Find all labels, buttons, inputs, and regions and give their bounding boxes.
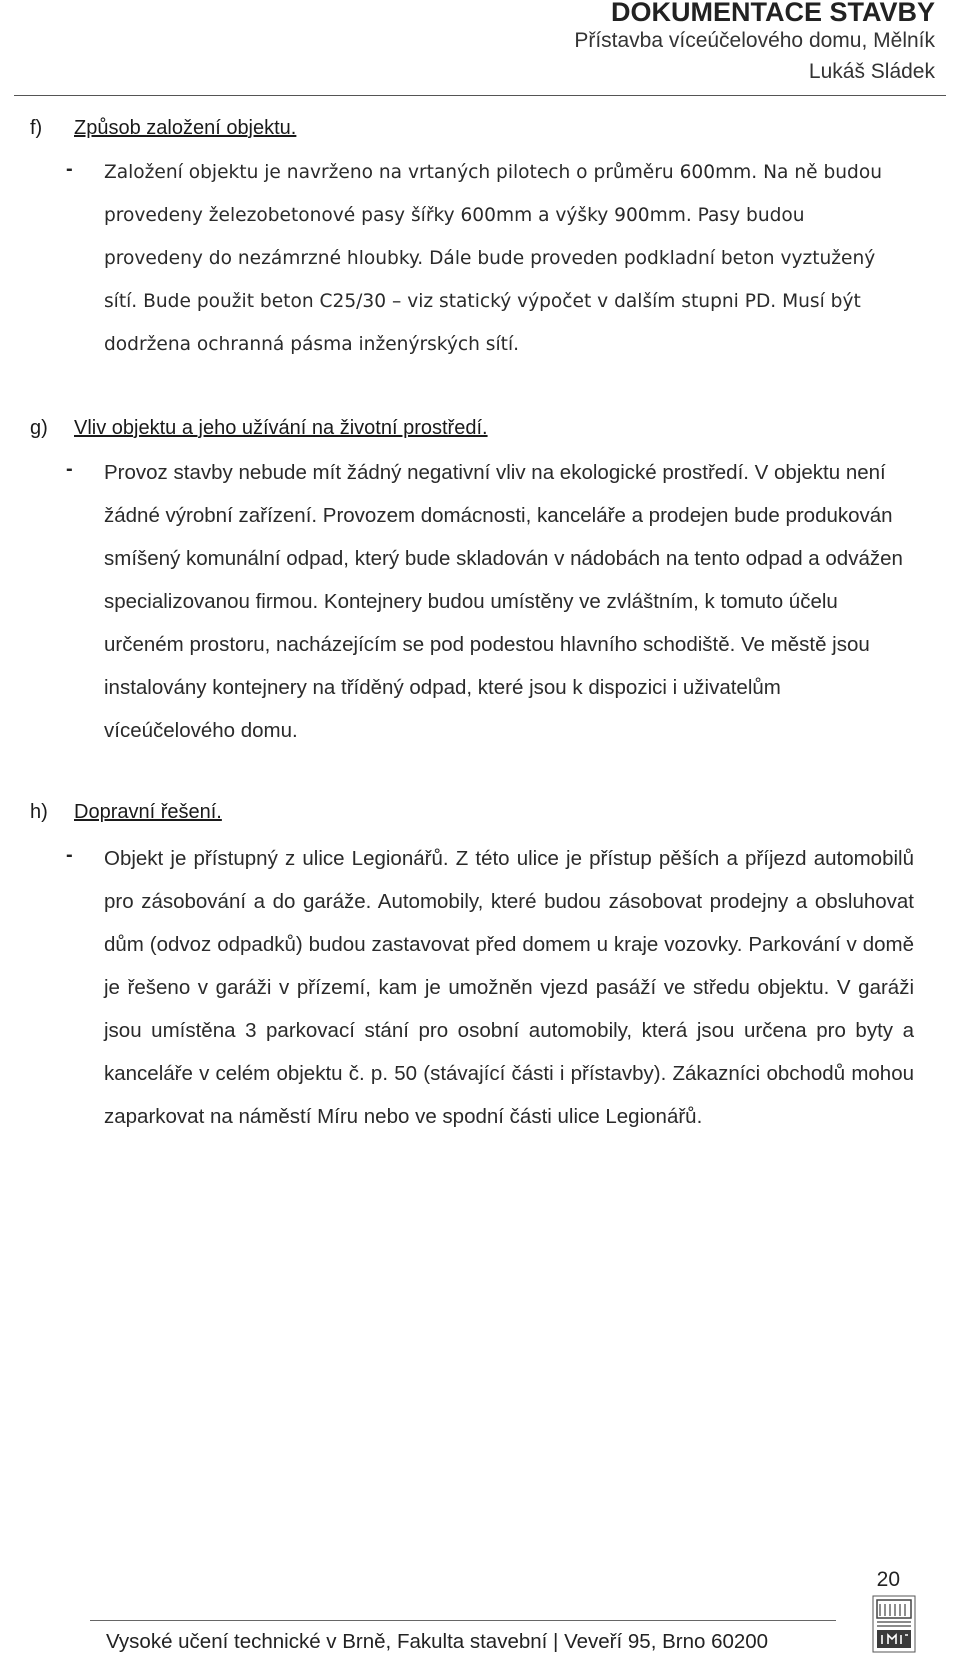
section-g-paragraph: Provoz stavby nebude mít žádný negativní vliv na ekologické prostředí. V objektu není žádné výrobní zařízení. Provozem domácnosti, kanceláře a prodejen bude produkován smíšený komunální odpad, který bude skladován v nádobách na tento odpad a odvážen specializovanou firmou. Kontejnery budou umístěny ve zvláštním, k tomuto účelu určeném prostoru, nacházejícím se pod podestou hlavního schodiště. Ve městě jsou instalovány kontejnery na tříděný odpad, které jsou k dispozici i uživatelům víceúčelového domu. [104,461,903,742]
page-number: 20 [876,1568,900,1591]
section-g-letter: g) [30,417,48,439]
project-name: Přístavba víceúčelového domu, Mělník [574,29,935,52]
section-h-letter: h) [30,801,48,823]
document-title: DOKUMENTACE STAVBY [611,0,935,27]
header-divider [14,95,946,96]
section-g-title: Vliv objektu a jeho užívání na životní prostředí. [74,417,488,439]
section-g-bullet: - [66,458,73,480]
footer-divider [90,1620,836,1621]
section-g-heading [30,416,488,440]
section-f-heading [30,116,296,140]
section-f-paragraph: Založení objektu je navrženo na vrtaných pilotech o průměru 600mm. Na ně budou provedeny železobetonové pasy šířky 600mm a výšky 900mm. Pasy budou provedeny do nezámrzné hloubky. Dále bude proveden podkladní beton vyztužený sítí. Bude použit beton C25/30 – viz statický výpočet v dalším stupni PD. Musí být dodržena ochranná pásma inženýrských sítí. [104,162,883,355]
section-h-paragraph: Objekt je přístupný z ulice Legionářů. Z této ulice je přístup pěších a příjezd automobilů pro zásobování a do garáže. Automobily, které budou zásobovat prodejny a obsluhovat dům (odvoz odpadků) budou zastavovat před domem u kraje vozovky. Parkování v domě je řešeno v garáži v přízemí, kam je umožněn vjezd pasáží ve středu objektu. V garáži jsou umístěna 3 parkovací stání pro osobní automobily, která jsou určena pro byty a kanceláře v celém objektu č. p. 50 (stávající části i přístavby). Zákazníci obchodů mohou zaparkovat na náměstí Míru nebo ve spodní části ulice Legionářů. [104,847,914,1128]
page-header [574,0,935,87]
section-h-heading [30,800,222,824]
section-f-letter: f) [30,117,43,139]
section-f-title: Způsob založení objektu. [74,117,297,139]
section-h-bullet: - [66,844,73,866]
footer-institution: Vysoké učení technické v Brně, Fakulta stavební | Veveří 95, Brno 60200 [106,1630,769,1653]
author-name: Lukáš Sládek [808,60,935,83]
section-h-title: Dopravní řešení. [74,801,222,823]
faculty-logo-icon [872,1595,916,1653]
section-f-bullet: - [66,158,73,180]
